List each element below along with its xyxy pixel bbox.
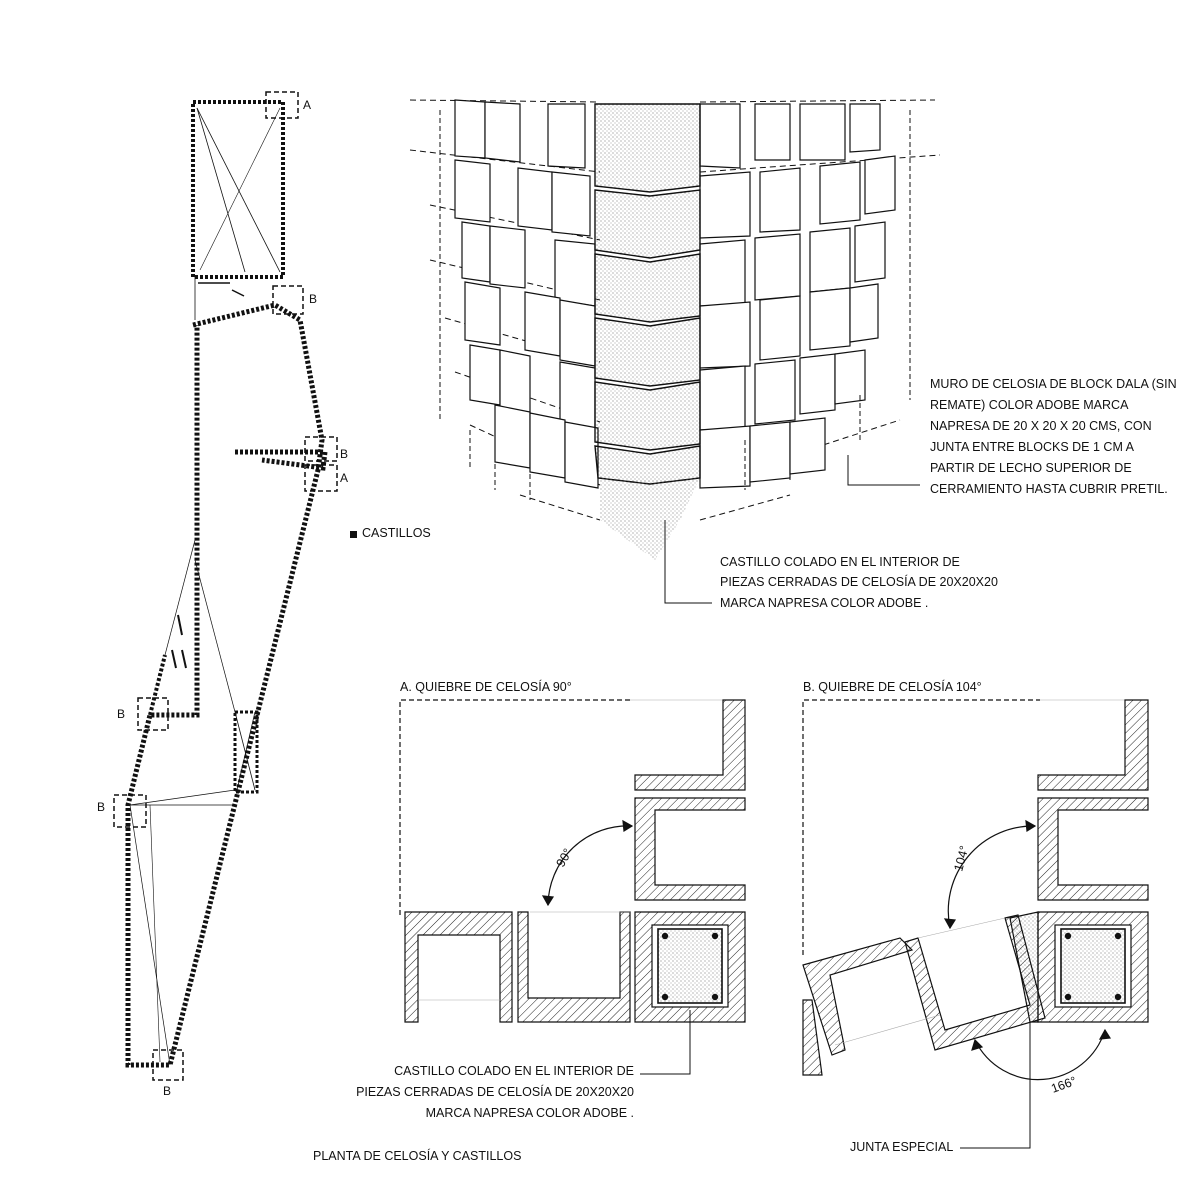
detail-a-title: A. QUIEBRE DE CELOSÍA 90° xyxy=(400,680,572,694)
iso-castillo-line: CASTILLO COLADO EN EL INTERIOR DE xyxy=(720,555,960,569)
detail-b-angle-top: 104° xyxy=(951,844,972,873)
marker-label-a2: A xyxy=(340,471,349,485)
detail-a-castillo-line: CASTILLO COLADO EN EL INTERIOR DE xyxy=(394,1064,634,1078)
iso-castillo-line: PIEZAS CERRADAS DE CELOSÍA DE 20X20X20 xyxy=(720,575,998,589)
legend-square-icon xyxy=(350,531,357,538)
detail-b-angle-bottom: 166° xyxy=(1049,1073,1079,1096)
marker-label-b1: B xyxy=(309,292,318,306)
detail-a-castillo-line: PIEZAS CERRADAS DE CELOSÍA DE 20X20X20 xyxy=(356,1085,634,1099)
detail-a-castillo-line: MARCA NAPRESA COLOR ADOBE . xyxy=(425,1106,634,1120)
plan-drawing xyxy=(114,92,337,1080)
marker-label-b2: B xyxy=(340,447,349,461)
marker-label-b5: B xyxy=(163,1084,172,1098)
iso-note-line: PARTIR DE LECHO SUPERIOR DE xyxy=(930,461,1132,475)
legend-castillos: CASTILLOS xyxy=(362,526,431,540)
iso-note xyxy=(930,377,1177,496)
iso-note-line: JUNTA ENTRE BLOCKS DE 1 CM A xyxy=(930,440,1134,454)
iso-castillo-note xyxy=(720,555,998,610)
detail-a-castillo-note xyxy=(356,1064,634,1120)
detail-a-drawing xyxy=(400,700,745,1074)
isometric-wall xyxy=(410,100,940,560)
marker-label-b3: B xyxy=(117,707,126,721)
plan-title: PLANTA DE CELOSÍA Y CASTILLOS xyxy=(313,1149,522,1163)
iso-castillo-line: MARCA NAPRESA COLOR ADOBE . xyxy=(720,596,929,610)
iso-note-line: CERRAMIENTO HASTA CUBRIR PRETIL. xyxy=(930,482,1168,496)
detail-b-junta-label: JUNTA ESPECIAL xyxy=(850,1140,954,1154)
iso-note-line: REMATE) COLOR ADOBE MARCA xyxy=(930,398,1129,412)
detail-a-angle: 90° xyxy=(553,846,576,870)
detail-b-title: B. QUIEBRE DE CELOSÍA 104° xyxy=(803,680,982,694)
detail-b-drawing xyxy=(803,700,1148,1148)
iso-note-line: NAPRESA DE 20 X 20 X 20 CMS, CON xyxy=(930,419,1152,433)
marker-box-b1 xyxy=(273,286,303,314)
marker-label-b4: B xyxy=(97,800,106,814)
iso-note-line: MURO DE CELOSIA DE BLOCK DALA (SIN xyxy=(930,377,1177,391)
marker-label-a1: A xyxy=(303,98,312,112)
